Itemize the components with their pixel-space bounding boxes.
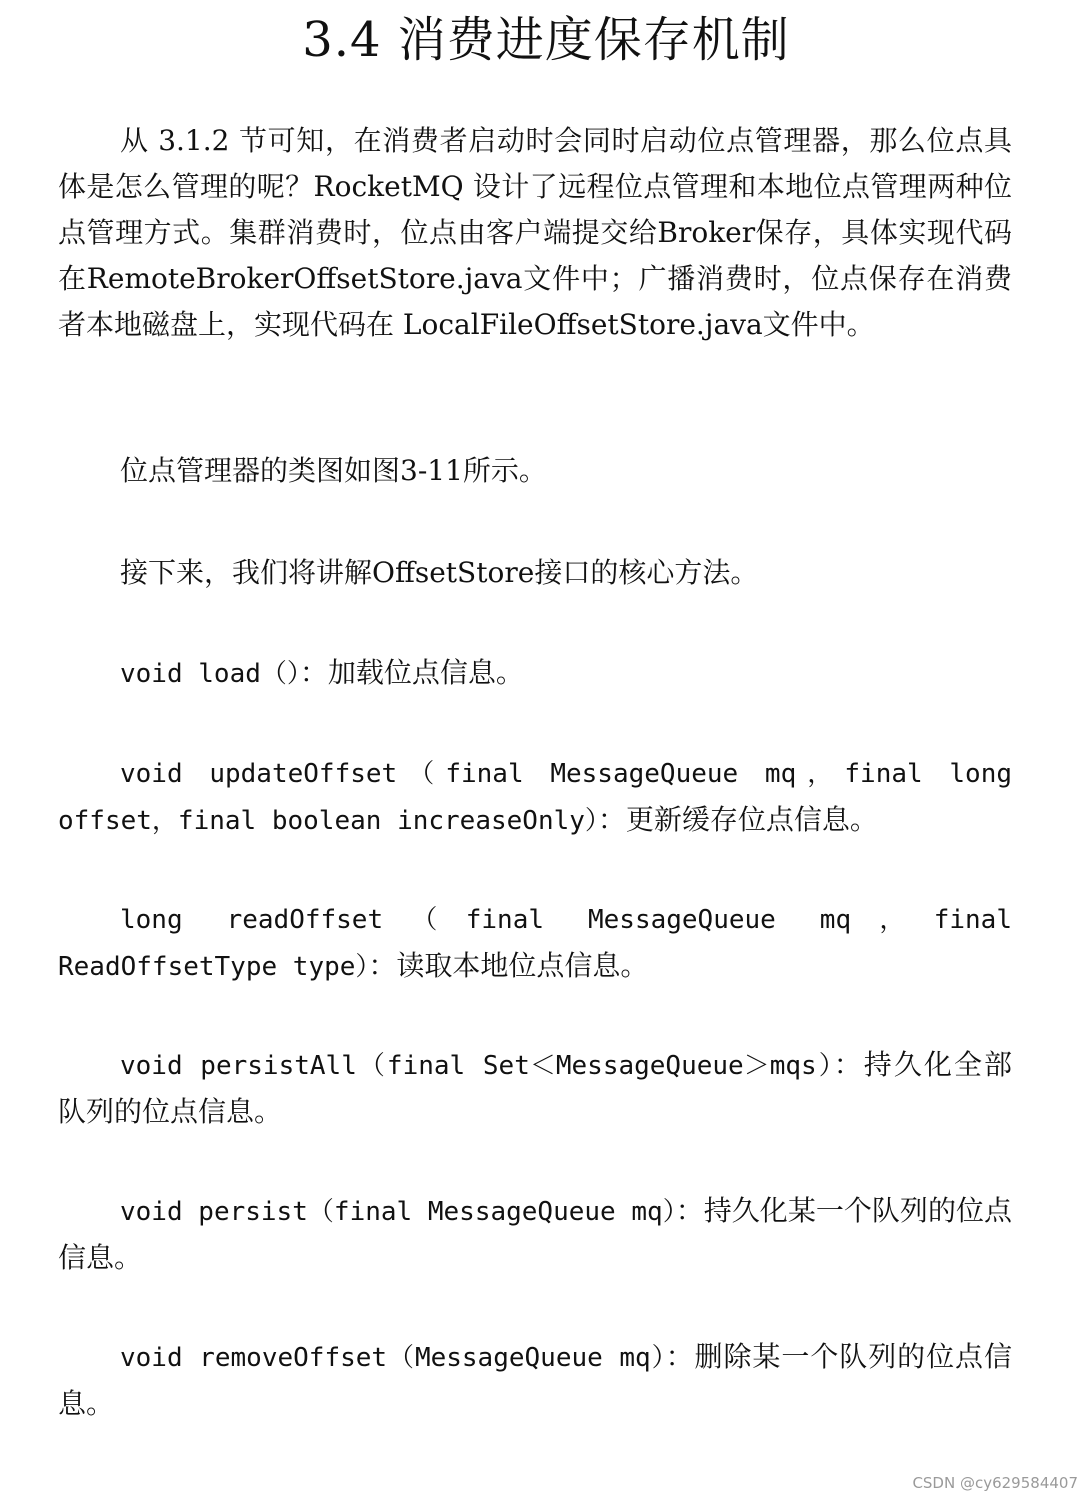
paragraph-offset-intro bbox=[58, 118, 1012, 348]
method-remove-offset-desc: ：删除某一个队列的位点信息。 bbox=[58, 1340, 1012, 1420]
method-persist-all-desc: ：持久化全部队列的位点信息。 bbox=[58, 1048, 1012, 1128]
method-read-offset-signature: long readOffset（final MessageQueue mq，final ReadOffsetType type） bbox=[58, 905, 1012, 982]
method-update-offset bbox=[58, 750, 1012, 844]
paragraph-offset-intro-text-b: 时，位点保存在消费者本地磁盘上，实现代码在 bbox=[58, 262, 1012, 341]
method-update-offset-desc: ：更新缓存位点信息。 bbox=[597, 803, 878, 836]
paragraph-class-diagram-ref: 位点管理器的类图如图3-11所示。 bbox=[120, 454, 547, 487]
method-remove-offset bbox=[58, 1334, 1012, 1427]
method-load bbox=[58, 650, 1012, 697]
csdn-watermark: CSDN @cy629584407 bbox=[912, 1474, 1078, 1492]
method-remove-offset-signature: void removeOffset（MessageQueue mq） bbox=[120, 1343, 666, 1373]
method-persist-all bbox=[58, 1042, 1012, 1135]
paragraph-offset-intro-text-c: LocalFileOffsetStore.java文件中。 bbox=[402, 308, 875, 341]
core-methods-intro-post: 接口的核心方法。 bbox=[534, 556, 759, 589]
method-persist-all-signature: void persistAll（final Set＜MessageQueue＞mqs） bbox=[120, 1051, 834, 1081]
paragraph-offset-intro-text-a: 从 3.1.2 节可知，在消费者启动时会同时启动位点管理器，那么位点具体是怎么管理的呢？RocketMQ 设计了远程位点管理和本地位点管理两种位点管理方式。集群消费时，位点由客户端提交给Broker保存，具体实现代码在RemoteBrokerOffsetStore.java文件中；广播消费 bbox=[58, 124, 1012, 295]
method-load-signature: void load（） bbox=[120, 659, 300, 689]
method-load-desc: ：加载位点信息。 bbox=[299, 656, 524, 689]
paragraph-core-methods-intro bbox=[58, 550, 1012, 596]
method-persist-signature: void persist（final MessageQueue mq） bbox=[120, 1197, 676, 1227]
method-persist bbox=[58, 1188, 1012, 1281]
core-methods-intro-code: OffsetStore bbox=[372, 556, 535, 589]
method-read-offset-desc: ：读取本地位点信息。 bbox=[368, 949, 649, 982]
method-persist-desc: ：持久化某一个队列的位点信息。 bbox=[58, 1194, 1012, 1274]
core-methods-intro-pre: 接下来，我们将讲解 bbox=[120, 556, 373, 589]
section-title: 3.4 消费进度保存机制 bbox=[302, 12, 790, 68]
method-read-offset bbox=[58, 896, 1012, 990]
method-update-offset-signature: void updateOffset（final MessageQueue mq，final long offset，final boolean increaseOnly） bbox=[58, 759, 1012, 836]
